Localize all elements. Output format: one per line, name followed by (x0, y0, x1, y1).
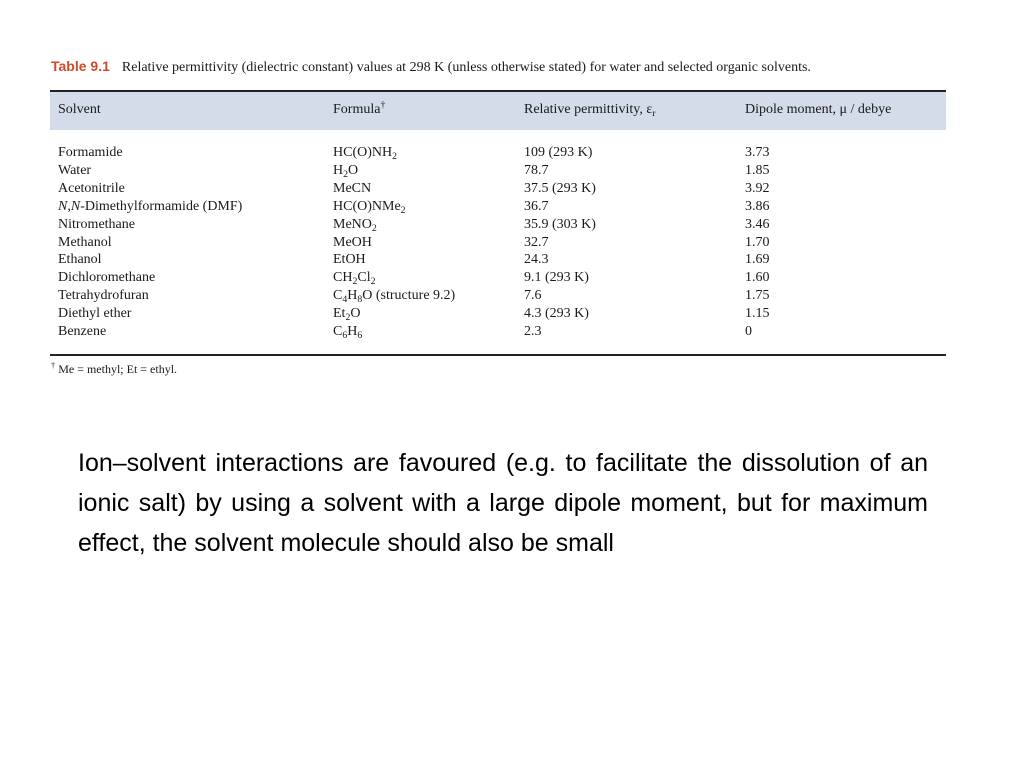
cell-permittivity: 78.7 (524, 162, 549, 178)
cell-dipole: 3.73 (745, 145, 770, 160)
header-formula-text: Formula (333, 102, 381, 117)
cell-formula: EtOH (333, 252, 366, 268)
cell-dipole: 0 (745, 324, 752, 339)
cell-solvent: N,N-Dimethylformamide (DMF) (58, 198, 243, 214)
cell-solvent: Acetonitrile (58, 180, 125, 196)
header-permittivity (524, 102, 656, 118)
cell-permittivity: 32.7 (524, 234, 549, 250)
cell-permittivity: 24.3 (524, 252, 549, 268)
header-permittivity-sub: r (652, 108, 656, 119)
cell-formula: MeNO$_2$ (333, 216, 377, 234)
cell-permittivity: 4.3 (293 K) (524, 306, 589, 322)
table-bottom-rule (50, 354, 946, 356)
cell-dipole: 3.86 (745, 198, 770, 214)
cell-permittivity: 35.9 (303 K) (524, 216, 596, 232)
cell-solvent: Formamide (58, 145, 123, 160)
header-dipole: Dipole moment, μ / debye (745, 102, 892, 117)
cell-permittivity: 9.1 (293 K) (524, 270, 589, 286)
cell-permittivity: 7.6 (524, 288, 542, 304)
cell-solvent: Diethyl ether (58, 306, 132, 322)
header-formula (333, 99, 386, 118)
cell-solvent: Water (58, 162, 92, 178)
table-label: Table 9.1 (51, 58, 110, 74)
cell-dipole: 1.75 (745, 288, 770, 304)
cell-solvent: Tetrahydrofuran (58, 288, 149, 304)
cell-formula: $H_2O$ (333, 162, 359, 180)
cell-formula: $C_4H_8O$ (structure 9.2) (333, 288, 456, 306)
cell-formula: $CH_2Cl_2$ (333, 270, 376, 288)
cell-dipole: 1.69 (745, 252, 770, 268)
cell-permittivity: 37.5 (293 K) (524, 180, 596, 196)
footnote-mark: † (51, 361, 56, 370)
header-formula-mark: † (380, 99, 386, 111)
cell-dipole: 1.85 (745, 162, 770, 178)
cell-solvent: Nitromethane (58, 216, 135, 232)
table-caption-text: Relative permittivity (dielectric constant) values at 298 K (unless otherwise stated) for water and selected organic solvents. (121, 60, 811, 75)
cell-dipole: 3.92 (745, 180, 770, 196)
cell-permittivity: 109 (293 K) (524, 145, 593, 160)
cell-dipole: 3.46 (745, 216, 770, 232)
cell-formula: $Et_2O$ (333, 306, 361, 324)
cell-permittivity: 2.3 (524, 324, 542, 339)
cell-formula: MeCN (333, 180, 372, 196)
footnote-text: Me = methyl; Et = ethyl. (58, 362, 178, 376)
cell-solvent: Ethanol (58, 252, 102, 268)
cell-formula: HC(O)NMe$_2$ (333, 198, 406, 216)
cell-formula: MeOH (333, 234, 372, 250)
cell-formula: $HC(O)NH_2$ (333, 145, 398, 162)
cell-solvent: Benzene (58, 324, 107, 339)
table-footnote (51, 362, 177, 377)
table-caption (51, 58, 951, 76)
cell-permittivity: 36.7 (524, 198, 549, 214)
header-permittivity-text: Relative permittivity, ε (524, 102, 653, 117)
cell-dipole: 1.15 (745, 306, 770, 322)
cell-formula: $C_6H_6$ (333, 324, 363, 341)
cell-solvent: Dichloromethane (58, 270, 156, 286)
cell-solvent: Methanol (58, 234, 112, 250)
cell-dipole: 1.60 (745, 270, 770, 286)
cell-dipole: 1.70 (745, 234, 770, 250)
body-paragraph: Ion–solvent interactions are favoured (e.g. to facilitate the dissolution of an ionic salt) by using a solvent with a large dipole moment, but for maximum effect, the solvent molecule should also be small (78, 449, 928, 557)
header-solvent: Solvent (58, 102, 101, 117)
